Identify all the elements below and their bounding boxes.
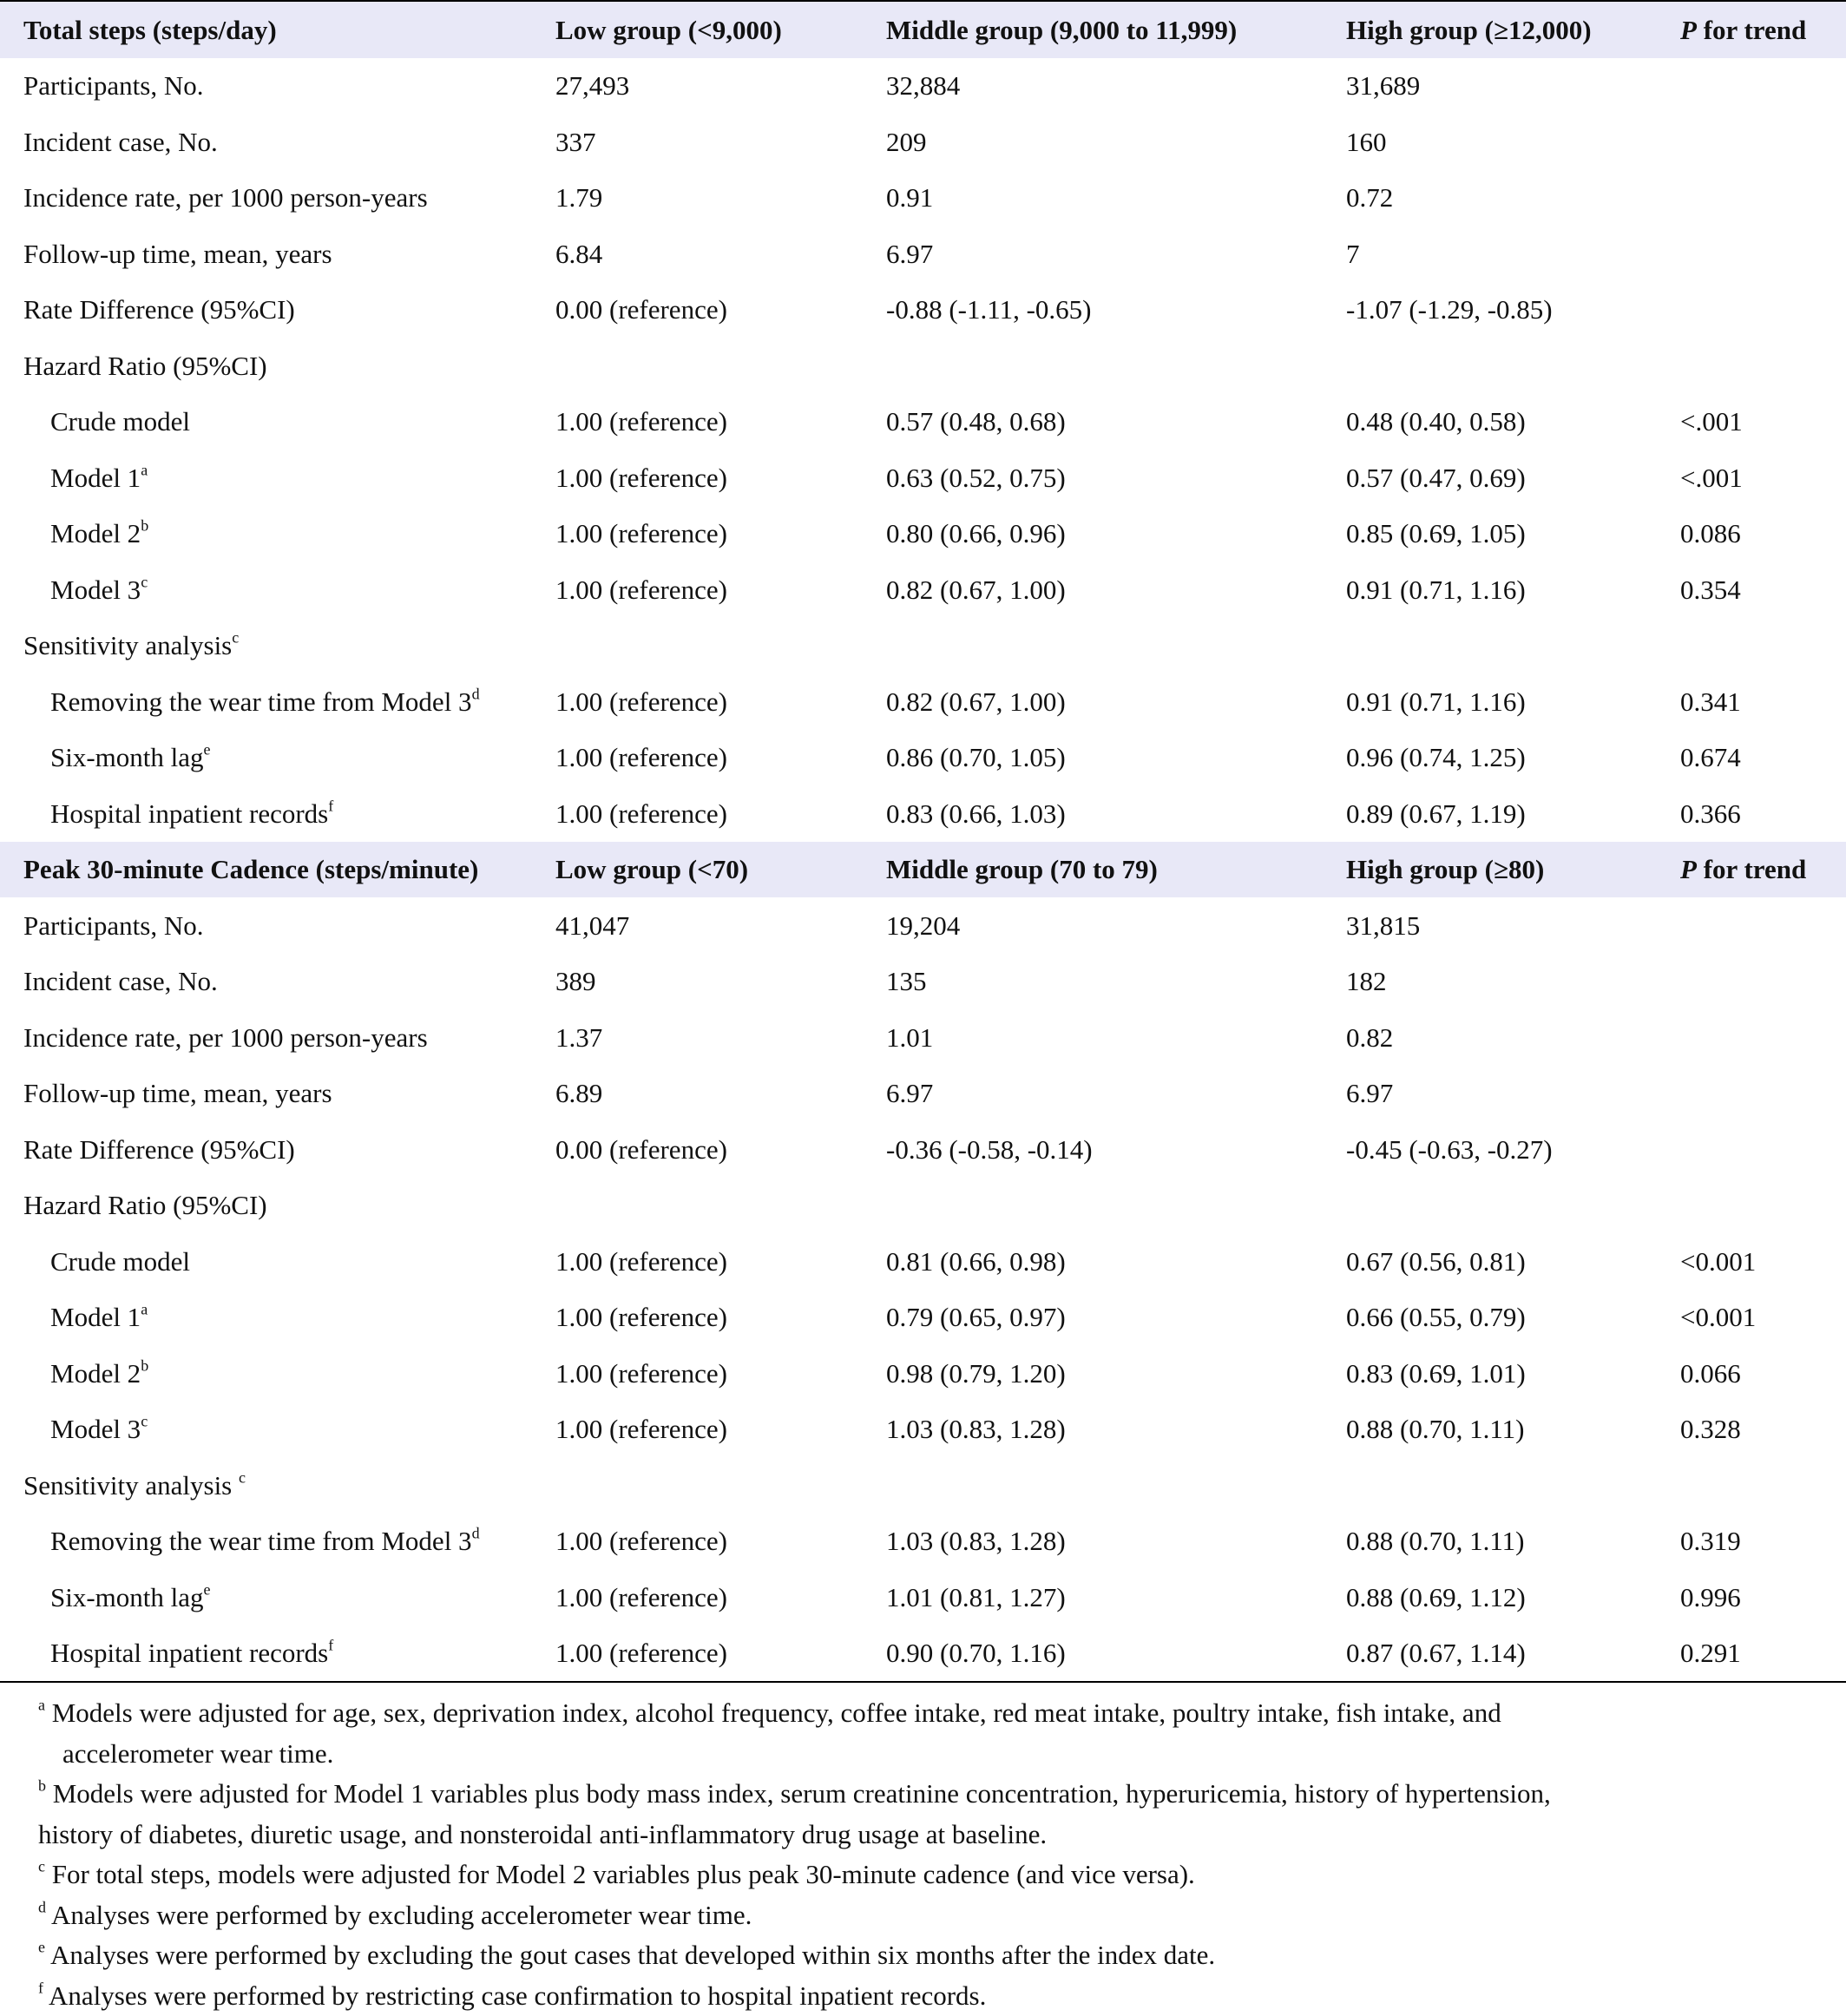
low-group-value: 1.37	[555, 1009, 886, 1066]
p-trend-value	[1680, 1009, 1846, 1066]
footnote-line	[38, 1734, 1816, 1775]
p-trend-value: 0.341	[1680, 673, 1846, 730]
table-row	[0, 954, 1846, 1010]
footnote-line	[38, 1774, 1816, 1815]
row-label-cell	[0, 114, 555, 170]
high-group-value: 0.72	[1346, 170, 1680, 227]
row-label-cell	[0, 226, 555, 282]
middle-group-value: 1.01	[886, 1009, 1346, 1066]
p-trend-header-cell: P for trend	[1680, 1, 1846, 58]
footnote-mark: e	[38, 1939, 45, 1956]
section-header-row	[0, 1, 1846, 58]
row-label: Model 3	[50, 575, 141, 605]
row-label: Incident case, No.	[23, 127, 218, 157]
footnote-line	[38, 1935, 1816, 1976]
p-trend-value: 0.328	[1680, 1402, 1846, 1458]
middle-group-value: 1.03 (0.83, 1.28)	[886, 1514, 1346, 1570]
footnote-text: Models were adjusted for age, sex, deprivation index, alcohol frequency, coffee intake, red meat intake, poultry intake, fish intake, and	[52, 1698, 1501, 1728]
row-label: Sensitivity analysis	[23, 1470, 239, 1501]
row-label-cell	[0, 1009, 555, 1066]
middle-group-value: 0.90 (0.70, 1.16)	[886, 1625, 1346, 1683]
row-label-cell	[0, 1121, 555, 1178]
high-group-value: 0.91 (0.71, 1.16)	[1346, 673, 1680, 730]
row-label: Follow-up time, mean, years	[23, 239, 332, 269]
low-group-value: 1.00 (reference)	[555, 1569, 886, 1625]
table-row	[0, 1345, 1846, 1402]
p-trend-value	[1680, 338, 1846, 394]
footnote-text: Analyses were performed by restricting case confirmation to hospital inpatient records.	[49, 1980, 986, 2011]
low-group-value: 1.00 (reference)	[555, 1514, 886, 1570]
footnote-text: For total steps, models were adjusted for Model 2 variables plus peak 30-minute cadence (and vice versa).	[52, 1859, 1195, 1889]
row-label-cell	[0, 1514, 555, 1570]
p-trend-header-cell: P for trend	[1680, 842, 1846, 898]
middle-group-value: -0.36 (-0.58, -0.14)	[886, 1121, 1346, 1178]
low-group-value: 0.00 (reference)	[555, 1121, 886, 1178]
footnote-mark: e	[204, 741, 211, 758]
row-label: Incidence rate, per 1000 person-years	[23, 182, 428, 213]
low-group-value: 1.00 (reference)	[555, 561, 886, 618]
table-row	[0, 561, 1846, 618]
high-group-value: 0.66 (0.55, 0.79)	[1346, 1290, 1680, 1346]
middle-group-value: 1.03 (0.83, 1.28)	[886, 1402, 1346, 1458]
table-row	[0, 1290, 1846, 1346]
p-trend-value: 0.366	[1680, 785, 1846, 842]
row-label: Incidence rate, per 1000 person-years	[23, 1022, 428, 1053]
footnote-mark: a	[141, 461, 148, 478]
p-trend-value: 0.674	[1680, 730, 1846, 786]
table-row	[0, 730, 1846, 786]
high-group-value: 0.88 (0.70, 1.11)	[1346, 1514, 1680, 1570]
row-label-cell	[0, 618, 555, 674]
low-group-value: 1.00 (reference)	[555, 1625, 886, 1683]
footnotes	[0, 1683, 1846, 2016]
middle-group-value: 0.82 (0.67, 1.00)	[886, 561, 1346, 618]
table-row	[0, 1402, 1846, 1458]
high-group-value: 0.82	[1346, 1009, 1680, 1066]
p-trend-value: 0.291	[1680, 1625, 1846, 1683]
row-label-cell	[0, 1625, 555, 1683]
row-label: Crude model	[50, 1246, 190, 1277]
row-label: Rate Difference (95%CI)	[23, 294, 295, 325]
table-row	[0, 226, 1846, 282]
middle-group-value: 0.57 (0.48, 0.68)	[886, 394, 1346, 450]
row-label: Model 1	[50, 1302, 141, 1332]
footnote-line	[38, 1815, 1816, 1855]
p-italic: P	[1680, 15, 1697, 45]
middle-group-value: 6.97	[886, 1066, 1346, 1122]
p-trend-value	[1680, 897, 1846, 954]
p-trend-value: 0.354	[1680, 561, 1846, 618]
middle-group-value: 0.79 (0.65, 0.97)	[886, 1290, 1346, 1346]
high-group-value	[1346, 618, 1680, 674]
middle-group-value: 6.97	[886, 226, 1346, 282]
high-group-value: 0.91 (0.71, 1.16)	[1346, 561, 1680, 618]
row-label: Model 1	[50, 463, 141, 493]
footnote-text: history of diabetes, diuretic usage, and nonsteroidal anti-inflammatory drug usage at baseline.	[38, 1819, 1047, 1849]
low-group-value: 1.79	[555, 170, 886, 227]
high-group-value: -1.07 (-1.29, -0.85)	[1346, 282, 1680, 338]
p-trend-value	[1680, 954, 1846, 1010]
table-row	[0, 1457, 1846, 1514]
p-trend-value	[1680, 618, 1846, 674]
table-row	[0, 170, 1846, 227]
high-group-value	[1346, 338, 1680, 394]
low-group-value	[555, 1178, 886, 1234]
p-trend-value: <.001	[1680, 394, 1846, 450]
row-label: Hazard Ratio (95%CI)	[23, 351, 267, 381]
p-trend-value	[1680, 226, 1846, 282]
footnote-mark: c	[141, 1413, 148, 1430]
row-label: Participants, No.	[23, 70, 204, 101]
p-trend-value	[1680, 1066, 1846, 1122]
footnote-mark: c	[232, 629, 239, 647]
p-trend-value	[1680, 170, 1846, 227]
table-row	[0, 1569, 1846, 1625]
low-group-value: 337	[555, 114, 886, 170]
p-trend-value	[1680, 1121, 1846, 1178]
row-label: Crude model	[50, 406, 190, 437]
footnote-mark: c	[38, 1858, 45, 1875]
row-label: Removing the wear time from Model 3	[50, 686, 472, 717]
low-group-value: 1.00 (reference)	[555, 1233, 886, 1290]
low-group-value	[555, 618, 886, 674]
table-row	[0, 1514, 1846, 1570]
middle-group-value: 0.81 (0.66, 0.98)	[886, 1233, 1346, 1290]
table-row	[0, 1625, 1846, 1683]
row-label-cell	[0, 1178, 555, 1234]
high-group-value: 0.88 (0.69, 1.12)	[1346, 1569, 1680, 1625]
p-trend-value: <0.001	[1680, 1233, 1846, 1290]
low-group-header-cell: Low group (<70)	[555, 842, 886, 898]
middle-group-value: 0.80 (0.66, 0.96)	[886, 506, 1346, 562]
table-row	[0, 114, 1846, 170]
footnote-mark: b	[141, 1356, 148, 1374]
high-group-value: 182	[1346, 954, 1680, 1010]
stratum-header-cell: Total steps (steps/day)	[0, 1, 555, 58]
footnote-text: Analyses were performed by excluding accelerometer wear time.	[51, 1900, 752, 1930]
footnote-mark: a	[141, 1301, 148, 1318]
table-row	[0, 450, 1846, 506]
middle-group-value: 19,204	[886, 897, 1346, 954]
low-group-value: 1.00 (reference)	[555, 1290, 886, 1346]
p-trend-value	[1680, 58, 1846, 115]
low-group-value: 6.89	[555, 1066, 886, 1122]
low-group-value: 1.00 (reference)	[555, 1402, 886, 1458]
p-trend-value: <.001	[1680, 450, 1846, 506]
p-trend-value: 0.066	[1680, 1345, 1846, 1402]
middle-group-value: 0.63 (0.52, 0.75)	[886, 450, 1346, 506]
table-row	[0, 618, 1846, 674]
middle-group-value	[886, 338, 1346, 394]
middle-group-value: -0.88 (-1.11, -0.65)	[886, 282, 1346, 338]
low-group-value: 1.00 (reference)	[555, 785, 886, 842]
row-label: Hospital inpatient records	[50, 798, 328, 829]
footnote-mark: b	[141, 517, 148, 535]
row-label: Model 3	[50, 1414, 141, 1444]
low-group-value: 1.00 (reference)	[555, 730, 886, 786]
table-row	[0, 282, 1846, 338]
high-group-value: 31,815	[1346, 897, 1680, 954]
row-label: Six-month lag	[50, 1582, 204, 1612]
high-group-value: 0.88 (0.70, 1.11)	[1346, 1402, 1680, 1458]
p-trend-value	[1680, 114, 1846, 170]
p-trend-value: 0.319	[1680, 1514, 1846, 1570]
table-row	[0, 785, 1846, 842]
row-label-cell	[0, 897, 555, 954]
low-group-value: 1.00 (reference)	[555, 1345, 886, 1402]
low-group-value	[555, 338, 886, 394]
row-label-cell	[0, 1066, 555, 1122]
row-label: Hazard Ratio (95%CI)	[23, 1190, 267, 1220]
low-group-value: 41,047	[555, 897, 886, 954]
p-trend-value: <0.001	[1680, 1290, 1846, 1346]
footnote-line	[38, 1855, 1816, 1895]
p-trend-value: 0.996	[1680, 1569, 1846, 1625]
low-group-value	[555, 1457, 886, 1514]
row-label: Hospital inpatient records	[50, 1638, 328, 1668]
footnote-mark: f	[328, 1637, 333, 1654]
row-label-cell	[0, 1402, 555, 1458]
row-label-cell	[0, 730, 555, 786]
high-group-value	[1346, 1178, 1680, 1234]
middle-group-value: 1.01 (0.81, 1.27)	[886, 1569, 1346, 1625]
footnote-text: Analyses were performed by excluding the gout cases that developed within six months after the index date.	[50, 1940, 1215, 1970]
low-group-value: 0.00 (reference)	[555, 282, 886, 338]
row-label: Participants, No.	[23, 910, 204, 941]
row-label-cell	[0, 954, 555, 1010]
stratum-header-cell: Peak 30-minute Cadence (steps/minute)	[0, 842, 555, 898]
table-row	[0, 673, 1846, 730]
footnote-mark: d	[472, 1525, 480, 1542]
row-label-cell	[0, 394, 555, 450]
high-group-value: 0.83 (0.69, 1.01)	[1346, 1345, 1680, 1402]
footnote-mark: c	[141, 573, 148, 590]
footnote-mark: d	[38, 1898, 46, 1915]
table-row	[0, 1121, 1846, 1178]
p-trend-value	[1680, 1457, 1846, 1514]
footnote-text: Models were adjusted for Model 1 variables plus body mass index, serum creatinine concentration, hyperuricemia, history of hypertension,	[53, 1778, 1551, 1809]
footnote-line	[38, 1895, 1816, 1936]
table-row	[0, 58, 1846, 115]
p-trend-value	[1680, 1178, 1846, 1234]
table-row	[0, 1178, 1846, 1234]
footnote-line	[38, 1693, 1816, 1734]
row-label-cell	[0, 785, 555, 842]
table-row	[0, 1009, 1846, 1066]
low-group-value: 1.00 (reference)	[555, 506, 886, 562]
footnote-text: accelerometer wear time.	[38, 1738, 333, 1769]
footnote-line	[38, 1976, 1816, 2016]
middle-group-value: 0.83 (0.66, 1.03)	[886, 785, 1346, 842]
high-group-value: 0.96 (0.74, 1.25)	[1346, 730, 1680, 786]
middle-group-value	[886, 1457, 1346, 1514]
low-group-value: 6.84	[555, 226, 886, 282]
high-group-value: 0.67 (0.56, 0.81)	[1346, 1233, 1680, 1290]
p-italic: P	[1680, 854, 1697, 884]
high-group-header-cell: High group (≥12,000)	[1346, 1, 1680, 58]
row-label: Rate Difference (95%CI)	[23, 1134, 295, 1165]
high-group-value: 0.48 (0.40, 0.58)	[1346, 394, 1680, 450]
row-label: Model 2	[50, 1358, 141, 1389]
high-group-value	[1346, 1457, 1680, 1514]
footnote-mark: e	[204, 1580, 211, 1598]
footnote-mark: b	[38, 1777, 46, 1795]
middle-group-value: 135	[886, 954, 1346, 1010]
row-label: Follow-up time, mean, years	[23, 1078, 332, 1108]
p-trend-value: 0.086	[1680, 506, 1846, 562]
footnote-mark: a	[38, 1697, 45, 1714]
row-label: Model 2	[50, 518, 141, 548]
footnote-mark: f	[328, 797, 333, 814]
row-label-cell	[0, 170, 555, 227]
row-label: Removing the wear time from Model 3	[50, 1526, 472, 1556]
row-label-cell	[0, 450, 555, 506]
row-label-cell	[0, 58, 555, 115]
footnote-mark: c	[239, 1468, 246, 1486]
table-row	[0, 1233, 1846, 1290]
low-group-value: 1.00 (reference)	[555, 394, 886, 450]
footnote-mark: d	[472, 685, 480, 702]
low-group-value: 1.00 (reference)	[555, 673, 886, 730]
high-group-value: 31,689	[1346, 58, 1680, 115]
table-row	[0, 1066, 1846, 1122]
middle-group-value: 32,884	[886, 58, 1346, 115]
high-group-value: 6.97	[1346, 1066, 1680, 1122]
high-group-value: 7	[1346, 226, 1680, 282]
high-group-value: 0.89 (0.67, 1.19)	[1346, 785, 1680, 842]
high-group-value: 0.85 (0.69, 1.05)	[1346, 506, 1680, 562]
middle-group-value: 209	[886, 114, 1346, 170]
low-group-value: 389	[555, 954, 886, 1010]
row-label-cell	[0, 506, 555, 562]
middle-group-value: 0.82 (0.67, 1.00)	[886, 673, 1346, 730]
table-row	[0, 394, 1846, 450]
high-group-value: 0.87 (0.67, 1.14)	[1346, 1625, 1680, 1683]
high-group-value: 160	[1346, 114, 1680, 170]
high-group-header-cell: High group (≥80)	[1346, 842, 1680, 898]
middle-group-value	[886, 1178, 1346, 1234]
middle-group-value: 0.86 (0.70, 1.05)	[886, 730, 1346, 786]
row-label-cell	[0, 673, 555, 730]
section-header-row	[0, 842, 1846, 898]
table-row	[0, 338, 1846, 394]
middle-group-header-cell: Middle group (70 to 79)	[886, 842, 1346, 898]
row-label: Incident case, No.	[23, 966, 218, 996]
row-label-cell	[0, 282, 555, 338]
middle-group-value: 0.91	[886, 170, 1346, 227]
row-label-cell	[0, 1345, 555, 1402]
row-label: Six-month lag	[50, 742, 204, 772]
middle-group-value	[886, 618, 1346, 674]
low-group-value: 1.00 (reference)	[555, 450, 886, 506]
row-label-cell	[0, 1290, 555, 1346]
low-group-value: 27,493	[555, 58, 886, 115]
row-label-cell	[0, 1233, 555, 1290]
middle-group-header-cell: Middle group (9,000 to 11,999)	[886, 1, 1346, 58]
row-label-cell	[0, 561, 555, 618]
p-trend-value	[1680, 282, 1846, 338]
low-group-header-cell: Low group (<9,000)	[555, 1, 886, 58]
high-group-value: 0.57 (0.47, 0.69)	[1346, 450, 1680, 506]
high-group-value: -0.45 (-0.63, -0.27)	[1346, 1121, 1680, 1178]
row-label-cell	[0, 338, 555, 394]
table-row	[0, 506, 1846, 562]
row-label: Sensitivity analysis	[23, 630, 232, 660]
table-row	[0, 897, 1846, 954]
row-label-cell	[0, 1457, 555, 1514]
footnote-mark: f	[38, 1979, 43, 1996]
middle-group-value: 0.98 (0.79, 1.20)	[886, 1345, 1346, 1402]
row-label-cell	[0, 1569, 555, 1625]
